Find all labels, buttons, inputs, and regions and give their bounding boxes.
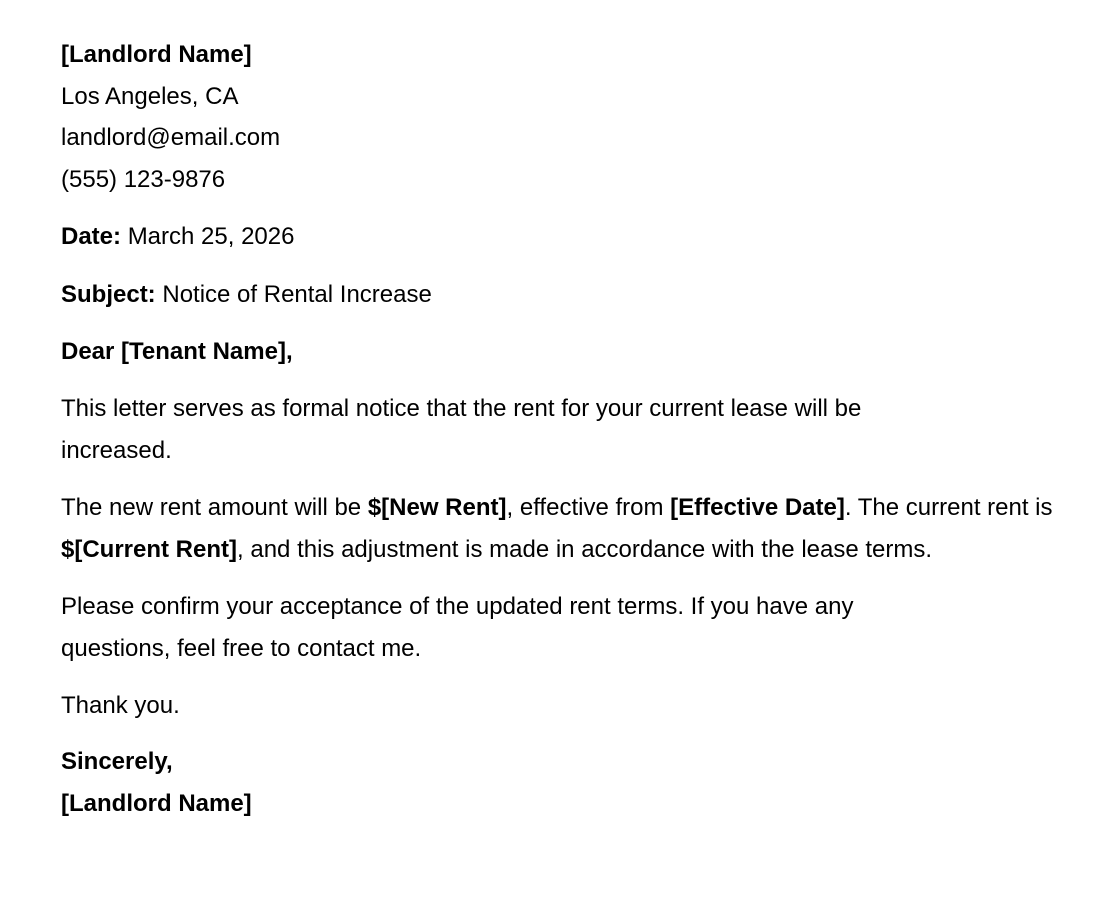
subject-label: Subject: — [61, 280, 156, 308]
closing-block — [61, 741, 1072, 824]
current-rent-placeholder: $[Current Rent] — [61, 535, 238, 563]
sender-email: landlord@email.com — [61, 124, 281, 151]
subject-line — [61, 274, 1072, 316]
signer-name: [Landlord Name] — [61, 789, 252, 817]
effective-date-placeholder: [Effective Date] — [670, 493, 845, 521]
body-paragraph-4: Thank you. — [61, 691, 180, 719]
body-paragraph-3: Please confirm your acceptance of the updated rent terms. If you have any questions, feel free to contact me. — [61, 592, 854, 662]
salutation: Dear [Tenant Name], — [61, 338, 293, 365]
date-label: Date: — [61, 223, 122, 250]
body-paragraph-2: The new rent amount will be $[New Rent], effective from [Effective Date]. The current rent is $[Current Rent], and this adjustment is made in accordance with the lease terms. — [61, 493, 1053, 563]
body-paragraph-1: This letter serves as formal notice that the rent for your current lease will be increased. — [61, 394, 862, 464]
date-value: March 25, 2026 — [127, 223, 295, 250]
sender-name: [Landlord Name] — [61, 41, 252, 68]
date-line — [61, 216, 1072, 258]
sign-off: Sincerely, — [61, 748, 173, 775]
new-rent-placeholder: $[New Rent] — [367, 493, 507, 521]
sender-block — [61, 34, 1072, 200]
subject-value: Notice of Rental Increase — [162, 280, 432, 308]
sender-city: Los Angeles, CA — [61, 82, 239, 110]
sender-phone: (555) 123-9876 — [61, 165, 226, 193]
